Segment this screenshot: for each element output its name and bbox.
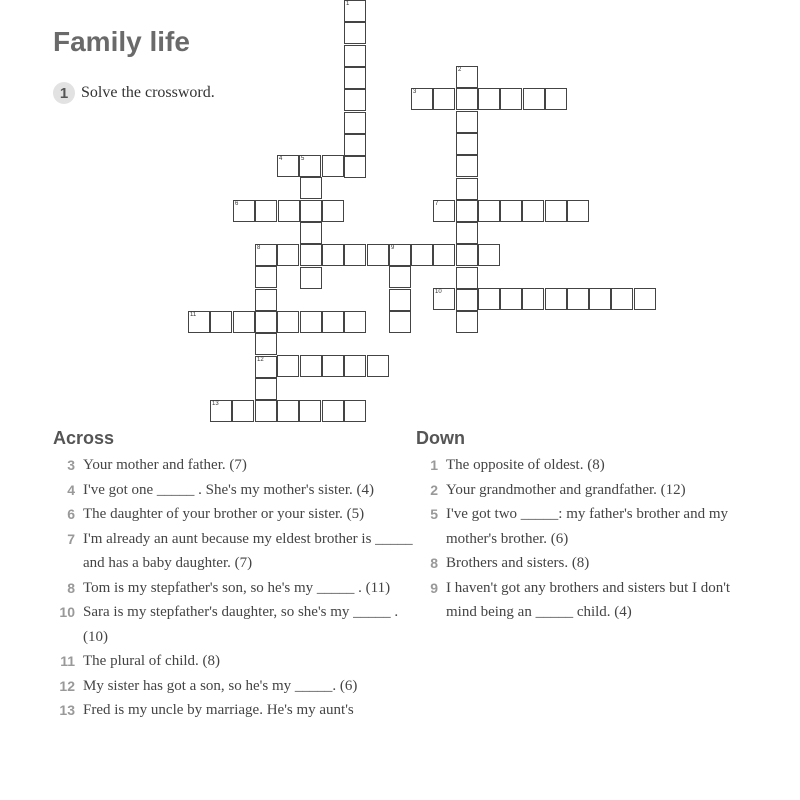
crossword-cell[interactable] xyxy=(478,244,500,266)
clue-number: 12 xyxy=(59,677,75,694)
crossword-clue-number: 1 xyxy=(346,1,350,7)
crossword-cell[interactable] xyxy=(210,400,232,422)
crossword-cell[interactable] xyxy=(522,288,544,310)
down-clue-8 xyxy=(416,551,756,576)
crossword-cell[interactable] xyxy=(255,333,277,355)
crossword-clue-number: 7 xyxy=(435,201,439,207)
clue-number: 13 xyxy=(59,702,75,718)
crossword-clue-number: 12 xyxy=(257,357,264,363)
crossword-clue-number: 4 xyxy=(279,156,283,162)
crossword-cell[interactable] xyxy=(344,45,366,67)
clue-text: The plural of child. (8) xyxy=(83,653,221,669)
crossword-cell[interactable] xyxy=(411,88,433,110)
across-clue-4 xyxy=(53,478,413,503)
down-clue-list xyxy=(416,453,756,625)
clue-text: I've got one _____ . She's my mother's sister. (4) xyxy=(83,481,374,498)
crossword-cell[interactable] xyxy=(500,288,522,310)
clue-number: 4 xyxy=(67,481,75,498)
clue-text: I've got two _____: my father's brother and my mother's brother. (6) xyxy=(446,506,729,547)
down-clues xyxy=(416,428,756,625)
crossword-cell[interactable] xyxy=(344,311,366,333)
down-clue-2 xyxy=(416,478,756,503)
clue-text: I'm already an aunt because my eldest brother is _____ and has a baby daughter. (7) xyxy=(83,530,413,571)
crossword-cell[interactable] xyxy=(255,378,277,400)
crossword-cell[interactable] xyxy=(300,311,322,333)
crossword-cell[interactable] xyxy=(300,355,322,377)
crossword-cell[interactable] xyxy=(300,267,322,289)
crossword-cell[interactable] xyxy=(500,200,522,222)
exercise-number-badge: 1 xyxy=(53,82,75,104)
crossword-clue-number: 8 xyxy=(257,245,261,251)
clue-text: Brothers and sisters. (8) xyxy=(446,555,590,571)
across-clue-12 xyxy=(53,674,413,699)
crossword-cell[interactable] xyxy=(433,244,455,266)
crossword-cell[interactable] xyxy=(255,311,277,333)
crossword-cell[interactable] xyxy=(344,0,366,22)
crossword-clue-number: 2 xyxy=(458,67,462,73)
clue-number: 10 xyxy=(59,604,75,620)
crossword-cell[interactable] xyxy=(456,200,478,222)
crossword-clue-number: 5 xyxy=(301,156,305,162)
crossword-cell[interactable] xyxy=(611,288,633,310)
crossword-clue-number: 13 xyxy=(212,401,219,407)
crossword-cell[interactable] xyxy=(433,200,455,222)
crossword-cell[interactable] xyxy=(389,266,411,288)
clue-text: I haven't got any brothers and sisters but I don't mind being an _____ child. (4) xyxy=(446,579,731,620)
clue-number: 9 xyxy=(430,579,438,596)
across-clue-7 xyxy=(53,527,413,576)
clue-text: My sister has got a son, so he's my _____. (6) xyxy=(83,677,358,694)
across-clues xyxy=(53,428,413,723)
crossword-cell[interactable] xyxy=(255,400,277,422)
crossword-cell[interactable] xyxy=(322,400,344,422)
across-clue-3 xyxy=(53,453,413,478)
crossword-cell[interactable] xyxy=(567,288,589,310)
crossword-cell[interactable] xyxy=(277,355,299,377)
crossword-cell[interactable] xyxy=(277,400,299,422)
crossword-cell[interactable] xyxy=(322,200,344,222)
crossword-cell[interactable] xyxy=(300,244,322,266)
crossword-clue-number: 10 xyxy=(435,289,442,295)
crossword-cell[interactable] xyxy=(456,111,478,133)
crossword-cell[interactable] xyxy=(456,267,478,289)
clue-text: Your grandmother and grandfather. (12) xyxy=(446,481,686,498)
across-clue-list xyxy=(53,453,413,723)
clue-number: 8 xyxy=(430,555,438,571)
crossword-cell[interactable] xyxy=(456,88,478,110)
crossword-cell[interactable] xyxy=(456,289,478,311)
crossword-cell[interactable] xyxy=(433,288,455,310)
crossword-cell[interactable] xyxy=(255,244,277,266)
clue-number: 5 xyxy=(430,506,438,522)
crossword-cell[interactable] xyxy=(456,66,478,88)
crossword-cell[interactable] xyxy=(210,311,232,333)
crossword-cell[interactable] xyxy=(389,311,411,333)
crossword-cell[interactable] xyxy=(278,200,300,222)
crossword-cell[interactable] xyxy=(567,200,589,222)
clue-number: 8 xyxy=(67,579,75,596)
crossword-cell[interactable] xyxy=(255,356,277,378)
crossword-cell[interactable] xyxy=(232,400,254,422)
crossword-cell[interactable] xyxy=(188,311,210,333)
crossword-cell[interactable] xyxy=(344,244,366,266)
crossword-cell[interactable] xyxy=(545,88,567,110)
crossword-cell[interactable] xyxy=(344,112,366,134)
crossword-cell[interactable] xyxy=(634,288,656,310)
crossword-cell[interactable] xyxy=(523,88,545,110)
crossword-cell[interactable] xyxy=(322,311,344,333)
crossword-cell[interactable] xyxy=(456,133,478,155)
across-heading: Across xyxy=(53,428,115,448)
clue-number: 2 xyxy=(430,481,438,498)
crossword-cell[interactable] xyxy=(300,222,322,244)
crossword-cell[interactable] xyxy=(277,244,299,266)
crossword-cell[interactable] xyxy=(300,200,322,222)
crossword-clue-number: 3 xyxy=(413,89,417,95)
page-title: Family life xyxy=(53,26,190,57)
crossword-cell[interactable] xyxy=(522,200,544,222)
crossword-cell[interactable] xyxy=(456,222,478,244)
clue-number: 11 xyxy=(60,653,75,669)
crossword-clue-number: 9 xyxy=(391,245,395,251)
clue-number: 6 xyxy=(67,506,75,522)
crossword-cell[interactable] xyxy=(344,134,366,156)
crossword-cell[interactable] xyxy=(478,288,500,310)
crossword-cell[interactable] xyxy=(344,156,366,178)
crossword-cell[interactable] xyxy=(344,89,366,111)
crossword-cell[interactable] xyxy=(344,22,366,44)
crossword-cell[interactable] xyxy=(322,155,344,177)
crossword-cell[interactable] xyxy=(500,88,522,110)
clue-text: Fred is my uncle by marriage. He's my aunt's xyxy=(83,702,354,718)
crossword-cell[interactable] xyxy=(411,244,433,266)
crossword-cell[interactable] xyxy=(545,288,567,310)
clue-text: The daughter of your brother or your sister. (5) xyxy=(83,506,365,522)
crossword-cell[interactable] xyxy=(545,200,567,222)
clue-number: 3 xyxy=(67,457,75,473)
down-clue-1 xyxy=(416,453,756,478)
across-clue-6 xyxy=(53,502,413,527)
crossword-cell[interactable] xyxy=(344,355,366,377)
crossword-cell[interactable] xyxy=(456,311,478,333)
clue-text: Your mother and father. (7) xyxy=(83,457,247,473)
crossword-cell[interactable] xyxy=(255,266,277,288)
crossword-cell[interactable] xyxy=(299,400,321,422)
crossword-cell[interactable] xyxy=(299,155,321,177)
crossword-cell[interactable] xyxy=(255,200,277,222)
clue-text: The opposite of oldest. (8) xyxy=(446,457,605,473)
crossword-cell[interactable] xyxy=(433,88,455,110)
crossword-cell[interactable] xyxy=(367,244,389,266)
crossword-cell[interactable] xyxy=(456,244,478,266)
crossword-clue-number: 11 xyxy=(190,312,197,318)
across-clue-8 xyxy=(53,576,413,601)
clue-number: 7 xyxy=(67,530,75,547)
crossword-cell[interactable] xyxy=(344,400,366,422)
crossword-cell[interactable] xyxy=(589,288,611,310)
crossword-cell[interactable] xyxy=(389,244,411,266)
across-clue-13 xyxy=(53,698,413,723)
crossword-cell[interactable] xyxy=(277,311,299,333)
clue-number: 1 xyxy=(430,457,438,473)
crossword-cell[interactable] xyxy=(277,155,299,177)
crossword-cell[interactable] xyxy=(300,177,322,199)
down-clue-9 xyxy=(416,576,756,625)
crossword-cell[interactable] xyxy=(233,200,255,222)
exercise-text: Solve the crossword. xyxy=(81,84,215,101)
crossword-cell[interactable] xyxy=(389,289,411,311)
clue-text: Tom is my stepfather's son, so he's my _____ . (11) xyxy=(83,579,391,596)
crossword-clue-number: 6 xyxy=(235,201,239,207)
crossword-cell[interactable] xyxy=(456,178,478,200)
across-clue-11 xyxy=(53,649,413,674)
crossword-cell[interactable] xyxy=(456,155,478,177)
crossword-cell[interactable] xyxy=(478,200,500,222)
crossword-cell[interactable] xyxy=(478,88,500,110)
down-clue-5 xyxy=(416,502,756,551)
crossword-cell[interactable] xyxy=(344,67,366,89)
crossword-cell[interactable] xyxy=(367,355,389,377)
down-heading: Down xyxy=(416,428,465,448)
crossword-cell[interactable] xyxy=(233,311,255,333)
clue-text: Sara is my stepfather's daughter, so she's my _____ . (10) xyxy=(83,604,399,645)
crossword-cell[interactable] xyxy=(255,289,277,311)
crossword-cell[interactable] xyxy=(322,244,344,266)
crossword-cell[interactable] xyxy=(322,355,344,377)
across-clue-10 xyxy=(53,600,413,649)
exercise-instruction xyxy=(53,82,215,104)
